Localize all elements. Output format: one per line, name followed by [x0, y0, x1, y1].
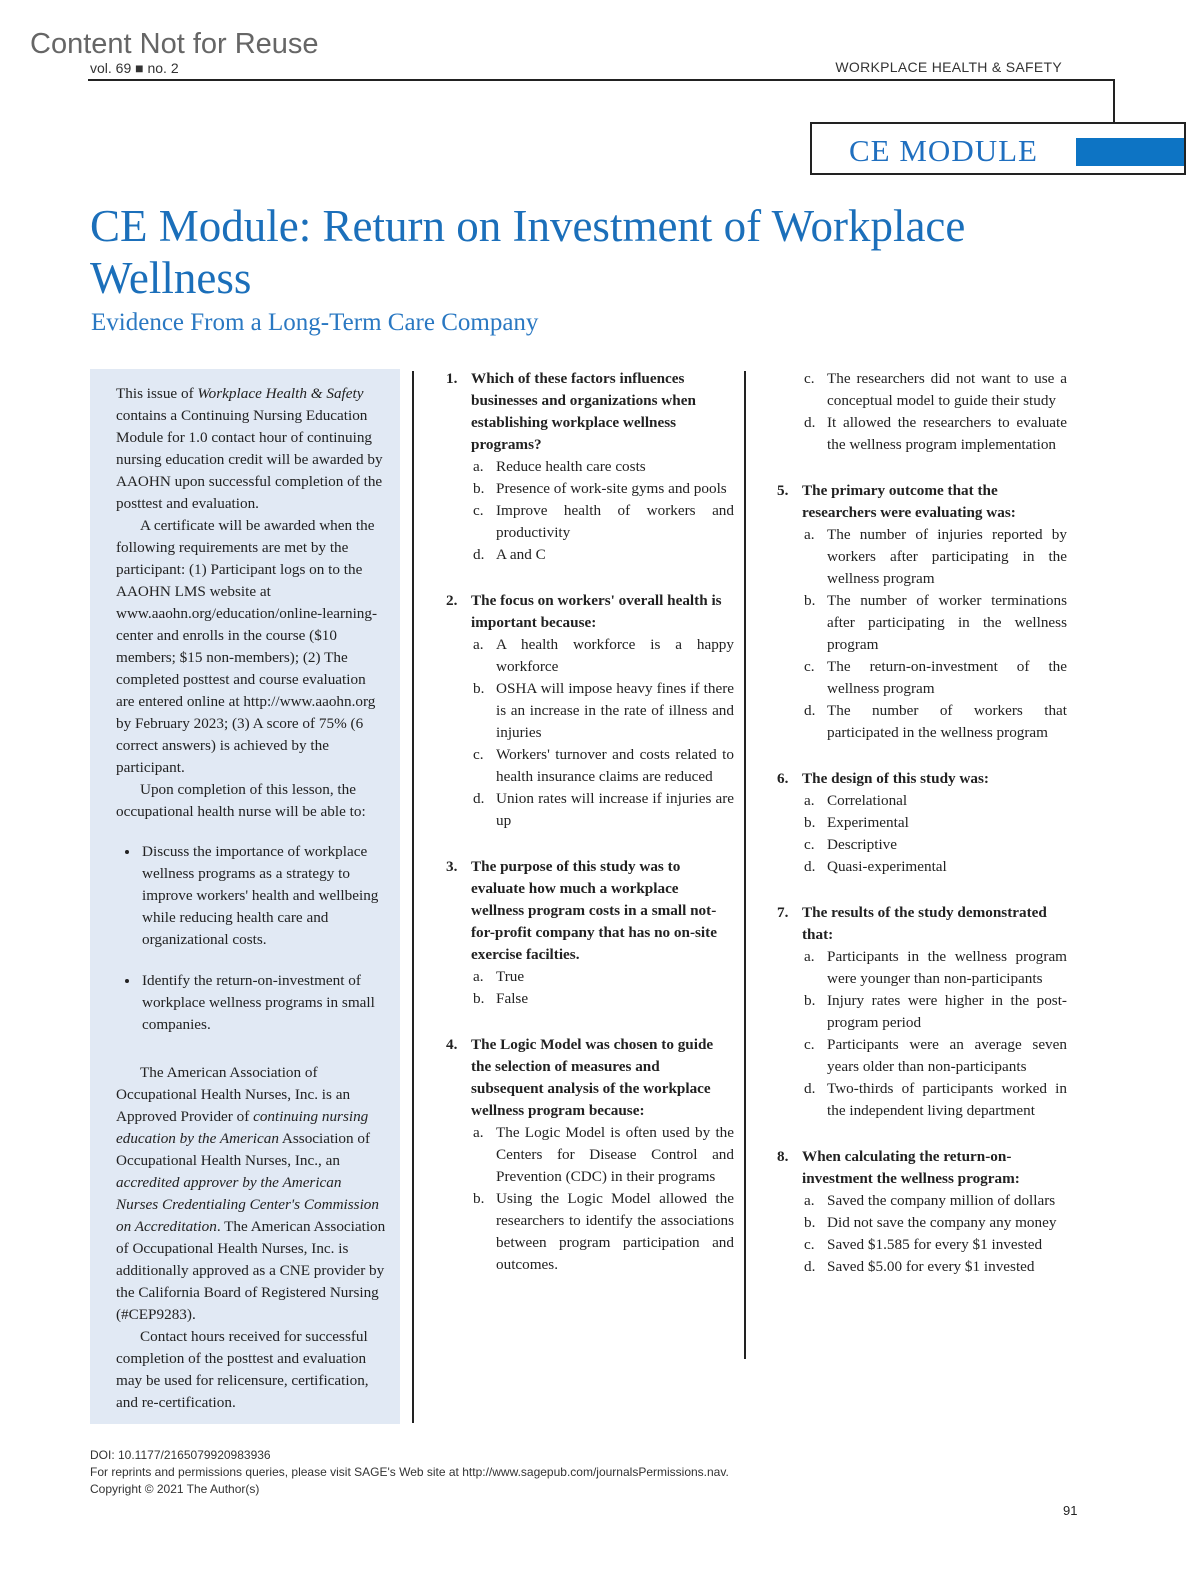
- answer-option: a. Reduce health care costs: [473, 458, 646, 475]
- article-title: CE Module: Return on Investment of Workplace Wellness: [90, 201, 966, 303]
- answer-option: b. False: [473, 990, 529, 1007]
- answer-option: a. Participants in the wellness program were younger than non-participants: [804, 948, 1067, 987]
- question-8: 8. When calculating the return-on-investment the wellness program: a. Saved the company million of dollars b. Did not save the company any money c. Saved $1.585 for every $1 invested d. Saved $5.00 for every $1 invested: [777, 1146, 1067, 1278]
- question-2: 2. The focus on workers' overall health is important because: a. A health workforce is a happy workforce b. OSHA will impose heavy fines if there is an increase in the rate of illness and injuries c. Workers' turnover and costs related to health insurance claims are reduced d. Union rates will increase if injuries are up: [446, 590, 734, 832]
- answer-option: b. Using the Logic Model allowed the researchers to identify the associations between program participation and outcomes.: [473, 1190, 734, 1273]
- column-rule: [412, 371, 414, 1423]
- questions-column-middle: [446, 368, 734, 1300]
- answer-option: b. Experimental: [804, 814, 909, 831]
- answer-option: b. The number of worker terminations after participating in the wellness program: [804, 592, 1067, 653]
- sidebar-objectives-intro: Upon completion of this lesson, the occupational health nurse will be able to:: [116, 781, 366, 820]
- permissions-note: For reprints and permissions queries, please visit SAGE's Web site at http://www.sagepub.com/journalsPermissions.nav.: [90, 1465, 729, 1479]
- answer-option: c. Improve health of workers and productivity: [473, 502, 734, 541]
- answer-option: a. Correlational: [804, 792, 908, 809]
- question-5: 5. The primary outcome that the researchers were evaluating was: a. The number of injuries reported by workers after participating in the wellness program b. The number of worker terminations after participating in the wellness program c. The return-on-investment of the wellness program d. The number of workers that participated in the wellness program: [777, 480, 1067, 744]
- article-subtitle: Evidence From a Long-Term Care Company: [91, 309, 539, 336]
- answer-option: d. It allowed the researchers to evaluate the wellness program implementation: [804, 414, 1067, 453]
- question-stem: The Logic Model was chosen to guide the selection of measures and subsequent analysis of the workplace wellness program because:: [471, 1036, 714, 1119]
- answer-option: a. A health workforce is a happy workforce: [473, 636, 734, 675]
- sidebar-accreditation: The American Association of Occupational Health Nurses, Inc. is an Approved Provider of continuing nursing education by the American Association of Occupational Health Nurses, Inc., an accredited approver by the American Nurses Credentialing Center's Commission on Accreditation. The American Association of Occupational Health Nurses, Inc. is additionally approved as a CNE provider by the California Board of Registered Nursing (#CEP9283).: [116, 1064, 386, 1323]
- answer-option: b. OSHA will impose heavy fines if there is an increase in the rate of illness and injuries: [473, 680, 734, 741]
- answer-option: c. Saved $1.585 for every $1 invested: [804, 1236, 1043, 1253]
- sidebar-intro: This issue of Workplace Health & Safety contains a Continuing Nursing Education Module for 1.0 contact hour of continuing nursing education credit will be awarded by AAOHN upon successful completion of the posttest and evaluation.: [116, 385, 383, 512]
- answer-option: d. Union rates will increase if injuries are up: [473, 790, 734, 829]
- answer-option: a. The number of injuries reported by workers after participating in the wellness program: [804, 526, 1067, 587]
- questions-column-right: [777, 368, 1067, 1302]
- answer-option: d. Saved $5.00 for every $1 invested: [804, 1258, 1035, 1275]
- objectives-list: [116, 841, 386, 1036]
- sidebar-contact-hours: Contact hours received for successful completion of the posttest and evaluation may be used for relicensure, certification, and re-certification.: [116, 1328, 369, 1411]
- question-7: 7. The results of the study demonstrated that: a. Participants in the wellness program were younger than non-participants b. Injury rates were higher in the post-program period c. Participants were an average seven years older than non-participants d. Two-thirds of participants worked in the independent living department: [777, 902, 1067, 1122]
- question-stem: When calculating the return-on-investment the wellness program:: [802, 1148, 1020, 1187]
- sidebar-requirements: A certificate will be awarded when the following requirements are met by the participant: (1) Participant logs on to the AAOHN LMS website at www.aaohn.org/education/online-learning-center and enrolls in the course ($10 members; $15 non-members); (2) The completed posttest and course evaluation are entered online at http://www.aaohn.org by February 2023; (3) A score of 75% (6 correct answers) is achieved by the participant.: [116, 517, 378, 776]
- answer-option: a. True: [473, 968, 525, 985]
- section-label: CE MODULE: [849, 133, 1038, 168]
- question-stem: The purpose of this study was to evaluate how much a workplace wellness program costs in a small not-for-profit company that has no on-site exercise facilties.: [471, 858, 717, 963]
- answer-option: c. Descriptive: [804, 836, 898, 853]
- answer-option: d. The number of workers that participated in the wellness program: [804, 702, 1067, 741]
- question-4-continued: [777, 368, 1067, 456]
- answer-option: c. Participants were an average seven years older than non-participants: [804, 1036, 1067, 1075]
- header-rule-vertical: [1113, 79, 1115, 123]
- answer-option: d. Quasi-experimental: [804, 858, 947, 875]
- answer-option: b. Presence of work-site gyms and pools: [473, 480, 727, 497]
- question-stem: The design of this study was:: [802, 770, 989, 787]
- doi: DOI: 10.1177/2165079920983936: [90, 1448, 271, 1462]
- objective-item: • Discuss the importance of workplace wellness programs as a strategy to improve workers' health and wellbeing while reducing health care and organizational costs.: [140, 841, 386, 951]
- page-number: 91: [1063, 1503, 1078, 1518]
- answer-option: a. The Logic Model is often used by the Centers for Disease Control and Prevention (CDC) in their programs: [473, 1124, 734, 1185]
- answer-option: d. Two-thirds of participants worked in the independent living department: [804, 1080, 1067, 1119]
- question-stem: The primary outcome that the researchers were evaluating was:: [802, 482, 1016, 521]
- section-label-accent: [1076, 138, 1184, 166]
- question-stem: The focus on workers' overall health is important because:: [471, 592, 722, 631]
- answer-option: b. Did not save the company any money: [804, 1214, 1057, 1231]
- header-rule: [88, 79, 1114, 81]
- volume-issue: vol. 69 ■ no. 2: [90, 60, 179, 76]
- answer-option: b. Injury rates were higher in the post-program period: [804, 992, 1067, 1031]
- objective-item: • Identify the return-on-investment of workplace wellness programs in small companies.: [140, 970, 386, 1036]
- question-6: 6. The design of this study was: a. Correlational b. Experimental c. Descriptive d. Quasi-experimental: [777, 768, 1067, 878]
- question-stem: Which of these factors influences businesses and organizations when establishing workplace wellness programs?: [471, 370, 696, 453]
- copyright: Copyright © 2021 The Author(s): [90, 1482, 260, 1496]
- answer-option: c. Workers' turnover and costs related to health insurance claims are reduced: [473, 746, 734, 785]
- section-label-box: [810, 122, 1186, 175]
- question-1: 1. Which of these factors influences businesses and organizations when establishing workplace wellness programs? a. Reduce health care costs b. Presence of work-site gyms and pools c. Improve health of workers and productivity d. A and C: [446, 368, 734, 566]
- journal-name-italic: Workplace Health & Safety: [197, 385, 364, 402]
- answer-option: d. A and C: [473, 546, 546, 563]
- answer-option: c. The researchers did not want to use a conceptual model to guide their study: [804, 370, 1067, 409]
- answer-option: a. Saved the company million of dollars: [804, 1192, 1056, 1209]
- question-3: 3. The purpose of this study was to evaluate how much a workplace wellness program costs in a small not-for-profit company that has no on-site exercise facilties. a. True b. False: [446, 856, 734, 1010]
- watermark: Content Not for Reuse: [30, 28, 319, 60]
- journal-name: WORKPLACE HEALTH & SAFETY: [835, 59, 1062, 75]
- question-4: 4. The Logic Model was chosen to guide the selection of measures and subsequent analysis of the workplace wellness program because: a. The Logic Model is often used by the Centers for Disease Control and Prevention (CDC) in their programs b. Using the Logic Model allowed the researchers to identify the associations between program participation and outcomes.: [446, 1034, 734, 1276]
- column-rule: [744, 371, 746, 1359]
- answer-option: c. The return-on-investment of the wellness program: [804, 658, 1067, 697]
- question-stem: The results of the study demonstrated that:: [802, 904, 1047, 943]
- ce-info-sidebar: [90, 369, 400, 1424]
